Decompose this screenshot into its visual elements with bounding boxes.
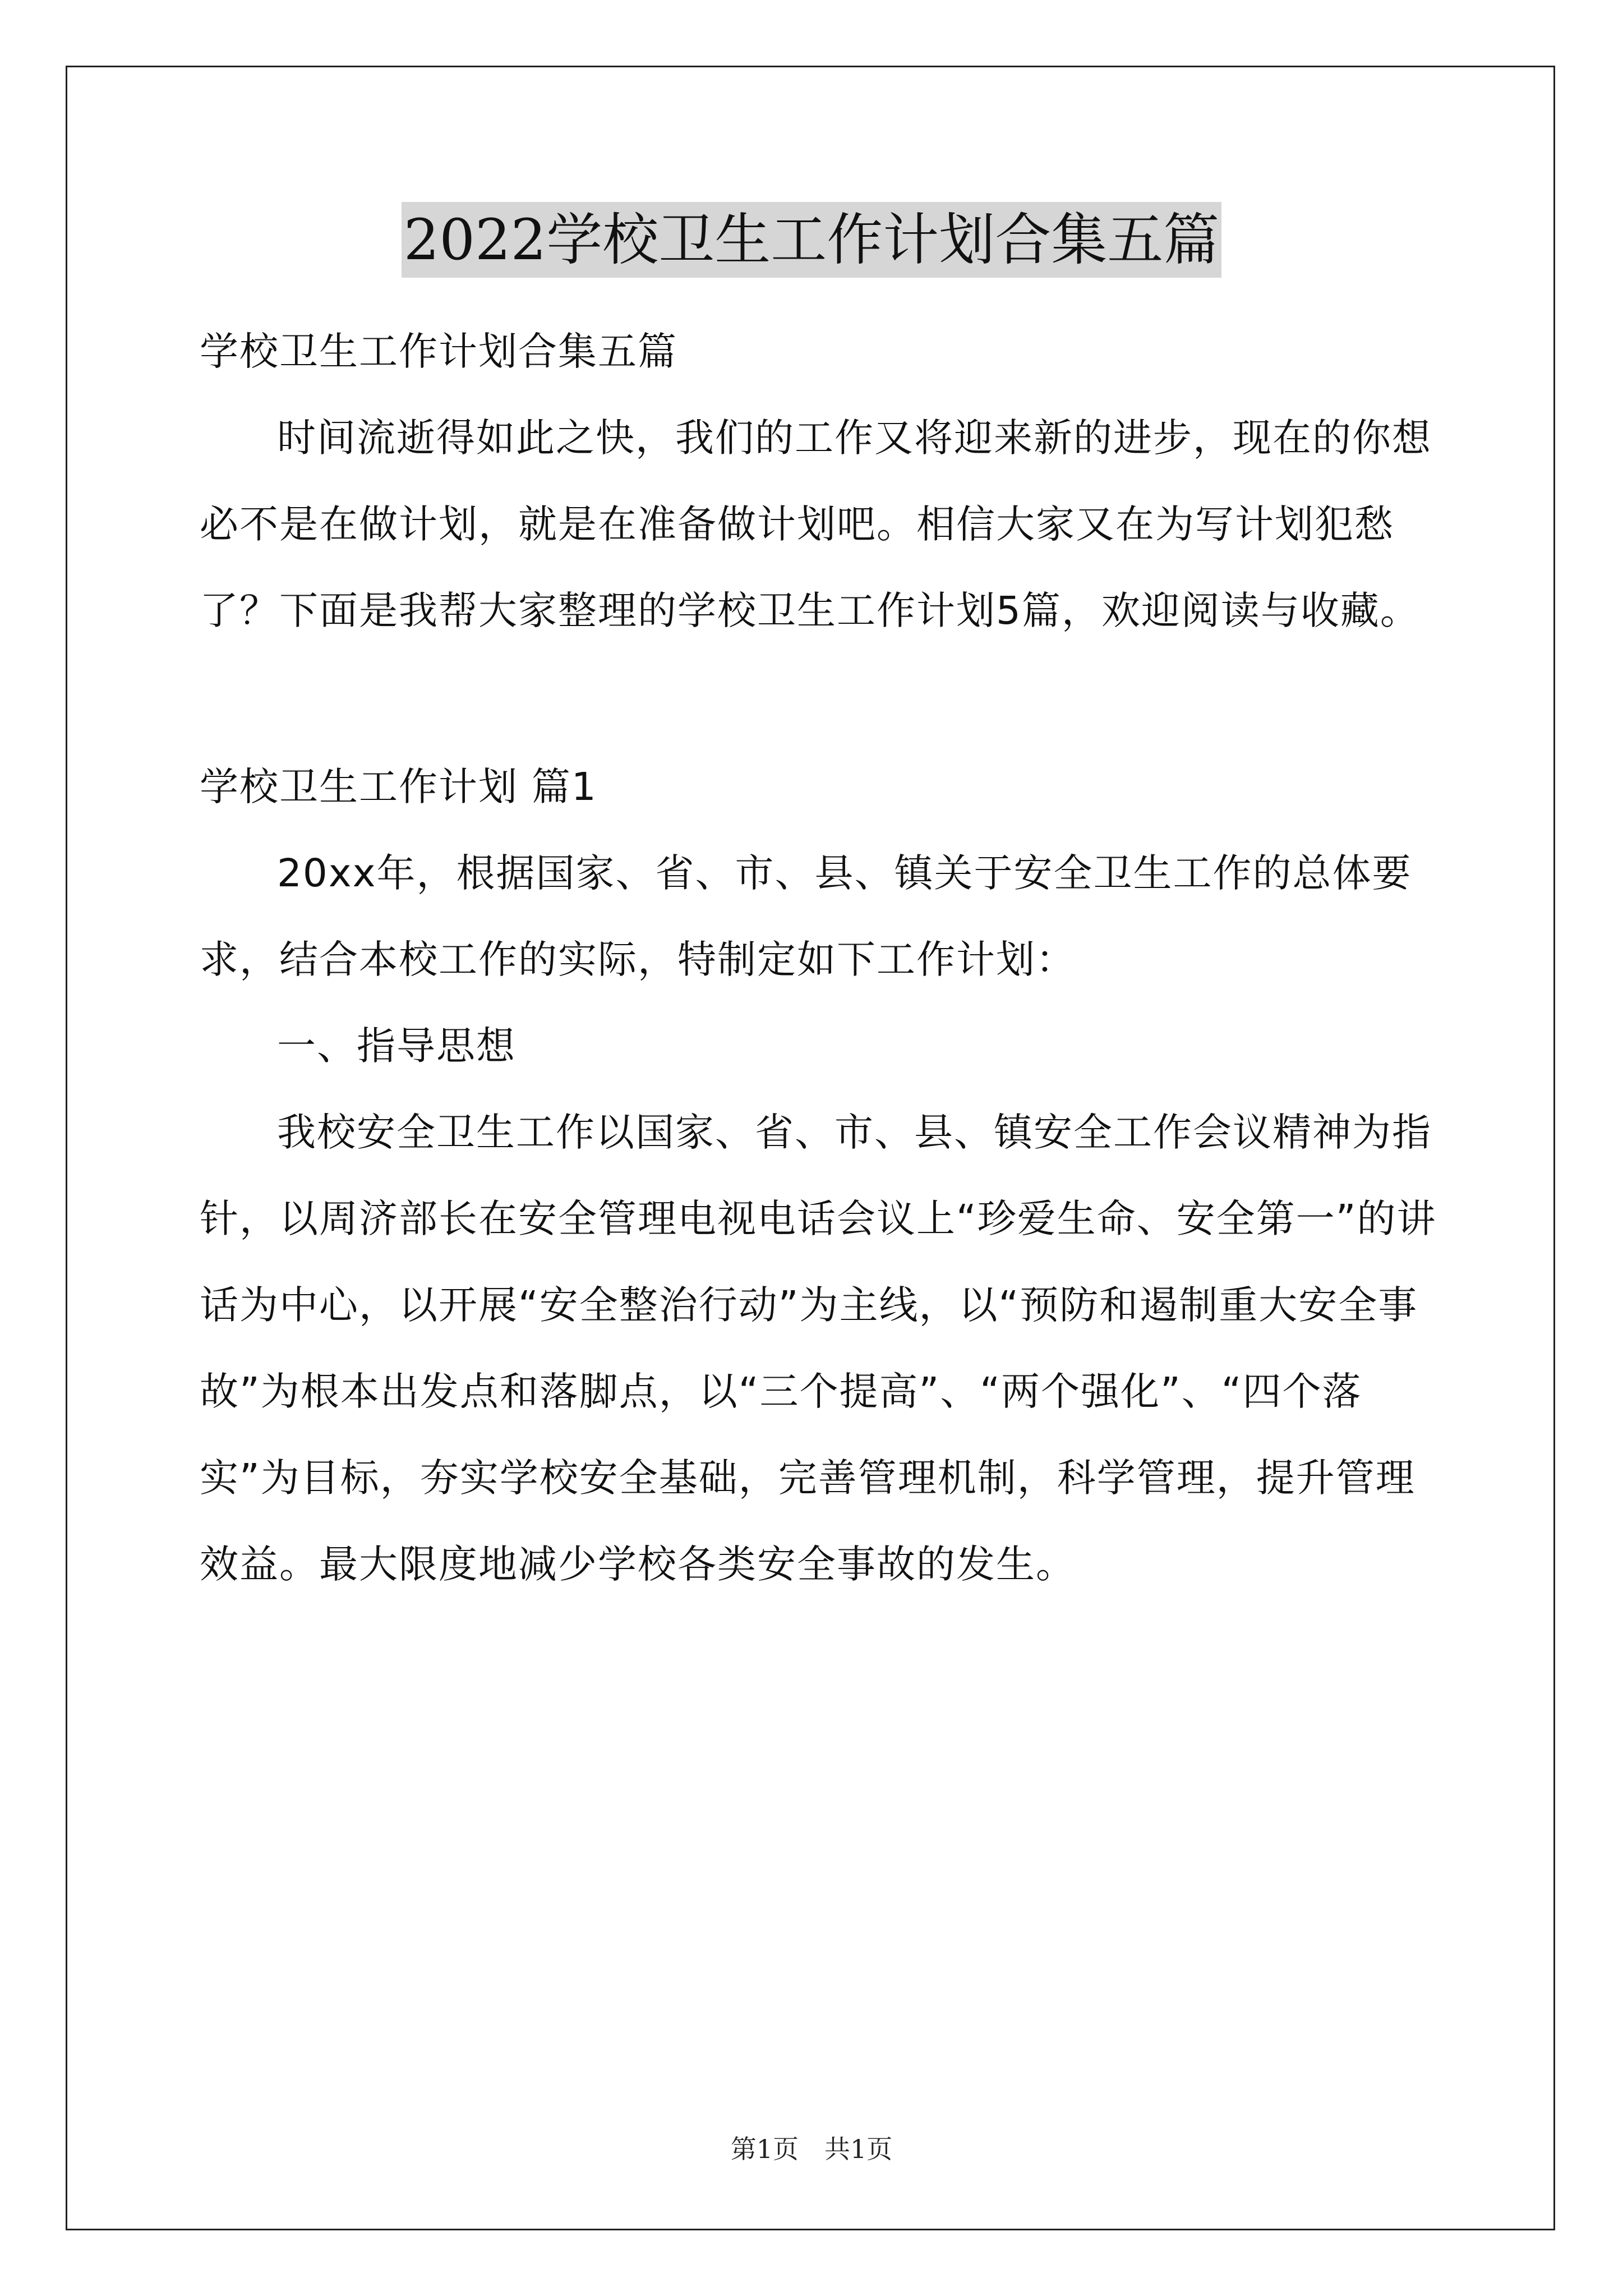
- heading-guiding-thought: 一、指导思想: [277, 1024, 516, 1069]
- intro-paragraph: 时间流逝得如此之快，我们的工作又将迎来新的进步，现在的你想必不是在做计划，就是在准备做计划吧。相信大家又在为写计划犯愁了？下面是我帮大家整理的学校卫生工作计划5篇，欢迎阅读与收藏。: [200, 416, 1432, 633]
- document-body: [200, 309, 1439, 1608]
- document-title: 2022学校卫生工作计划合集五篇: [402, 202, 1222, 278]
- paragraph-2: 我校安全卫生工作以国家、省、市、县、镇安全工作会议精神为指针，以周济部长在安全管理电视电话会议上“珍爱生命、安全第一”的讲话为中心，以开展“安全整治行动”为主线，以“预防和遏制重大安全事故”为根本出发点和落脚点，以“三个提高”、“两个强化”、“四个落实”为目标，夯实学校安全基础，完善管理机制，科学管理，提升管理效益。最大限度地减少学校各类安全事故的发生。: [200, 1110, 1437, 1587]
- section-gap: [200, 654, 1439, 744]
- title-container: [0, 202, 1623, 278]
- document-subtitle: 学校卫生工作计划合集五篇: [200, 329, 677, 374]
- page-footer: 第1页 共1页: [730, 2134, 893, 2164]
- section-heading: 学校卫生工作计划 篇1: [200, 765, 597, 809]
- paragraph-1: 20xx年，根据国家、省、市、县、镇关于安全卫生工作的总体要求，结合本校工作的实际，特制定如下工作计划：: [200, 851, 1412, 982]
